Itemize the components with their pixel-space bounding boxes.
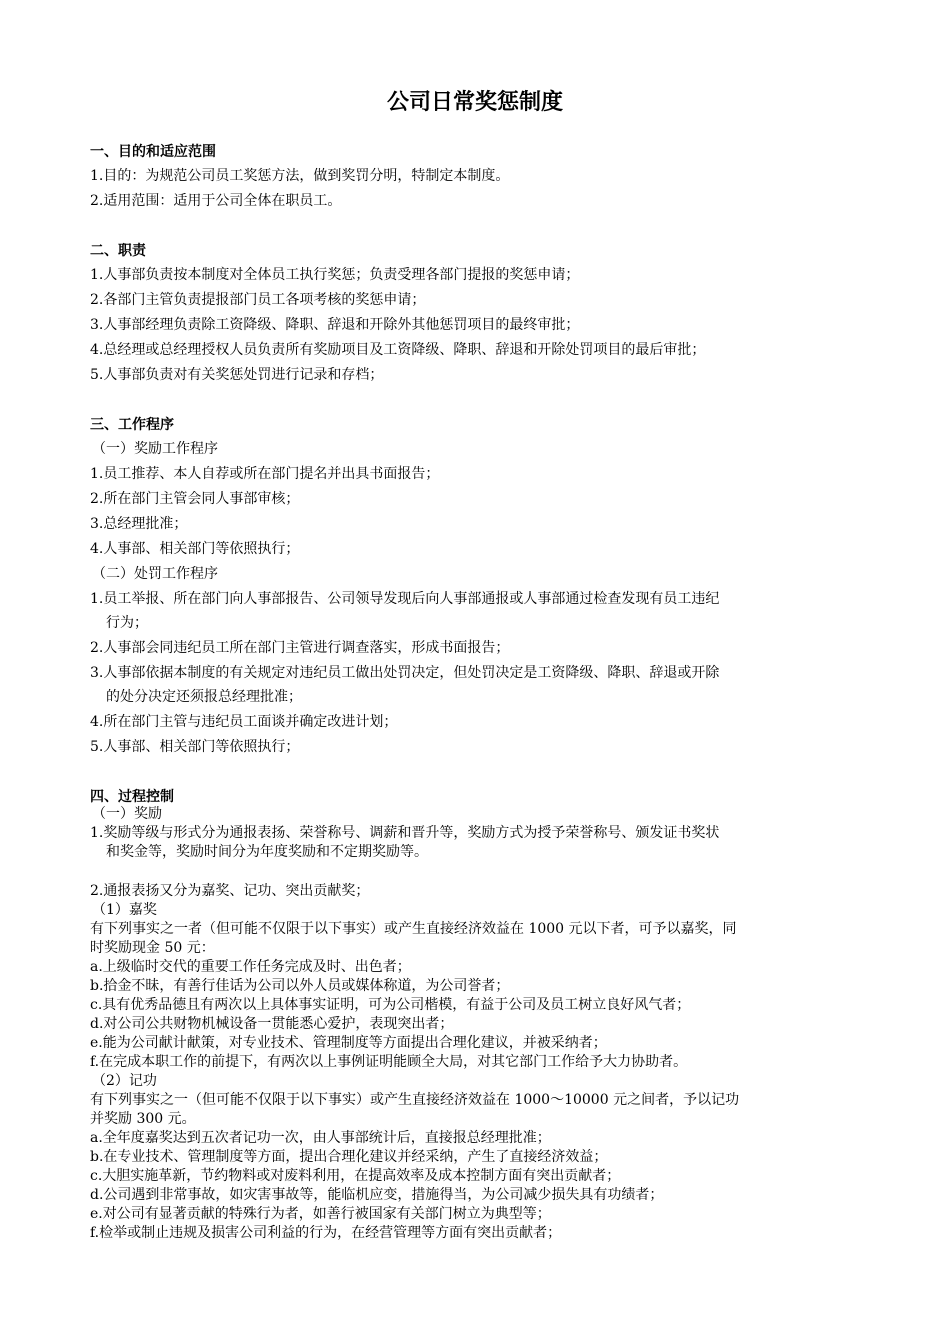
merit-title: （2）记功 xyxy=(92,1073,157,1089)
merit-item-e: e.对公司有显著贡献的特殊行为者，如善行被国家有关部门树立为典型等； xyxy=(90,1206,551,1222)
reward-procedure-item-1: 1.员工推荐、本人自荐或所在部门提名并出具书面报告； xyxy=(90,466,440,482)
commend-item-e: e.能为公司献计献策，对专业技术、管理制度等方面提出合理化建议，并被采纳者； xyxy=(90,1035,607,1051)
merit-item-d: d.公司遇到非常事故，如灾害事故等，能临机应变，措施得当，为公司减少损失具有功绩者； xyxy=(90,1187,664,1203)
punish-procedure-item-3-cont: 的处分决定还须报总经理批准； xyxy=(106,689,302,705)
section-2-item-4: 4.总经理或总经理授权人员负责所有奖励项目及工资降级、降职、辞退和开除处罚项目的最后审批； xyxy=(90,342,706,358)
commend-item-b: b.拾金不昧，有善行佳话为公司以外人员或媒体称道，为公司誉者； xyxy=(90,978,510,994)
commend-item-f: f.在完成本职工作的前提下，有两次以上事例证明能顾全大局，对其它部门工作给予大力协助者。 xyxy=(90,1054,688,1070)
reward-para-1: 1.奖励等级与形式分为通报表扬、荣誉称号、调薪和晋升等，奖励方式为授予荣誉称号、颁发证书奖状 xyxy=(90,825,720,841)
punish-procedure-item-3: 3.人事部依据本制度的有关规定对违纪员工做出处罚决定，但处罚决定是工资降级、降职、辞退或开除 xyxy=(90,665,720,681)
punish-procedure-item-4: 4.所在部门主管与违纪员工面谈并确定改进计划； xyxy=(90,714,398,730)
reward-procedure-item-4: 4.人事部、相关部门等依照执行； xyxy=(90,541,300,557)
commend-item-d: d.对公司公共财物机械设备一贯能悉心爱护，表现突出者； xyxy=(90,1016,454,1032)
reward-title: （一）奖励 xyxy=(92,806,162,822)
section-1-item-2: 2.适用范围：适用于公司全体在职员工。 xyxy=(90,193,342,209)
section-3-heading: 三、工作程序 xyxy=(90,417,174,433)
section-4-heading: 四、过程控制 xyxy=(90,789,174,805)
commend-title: （1）嘉奖 xyxy=(92,902,157,918)
merit-item-c: c.大胆实施革新，节约物料或对废料利用，在提高效率及成本控制方面有突出贡献者； xyxy=(90,1168,621,1184)
merit-item-b: b.在专业技术、管理制度等方面，提出合理化建议并经采纳，产生了直接经济效益； xyxy=(90,1149,608,1165)
reward-para-2: 2.通报表扬又分为嘉奖、记功、突出贡献奖； xyxy=(90,883,370,899)
section-2-item-1: 1.人事部负责按本制度对全体员工执行奖惩；负责受理各部门提报的奖惩申请； xyxy=(90,267,580,283)
document-title: 公司日常奖惩制度 xyxy=(386,90,563,115)
merit-intro: 有下列事实之一（但可能不仅限于以下事实）或产生直接经济效益在 1000～10000 元之间者，予以记功 xyxy=(90,1092,740,1108)
reward-procedure-item-3: 3.总经理批准； xyxy=(90,516,188,532)
reward-procedure-title: （一）奖励工作程序 xyxy=(92,441,218,457)
section-2-item-3: 3.人事部经理负责除工资降级、降职、辞退和开除外其他惩罚项目的最终审批； xyxy=(90,317,580,333)
punish-procedure-item-1-cont: 行为； xyxy=(106,615,148,631)
merit-item-f: f.检举或制止违规及损害公司利益的行为，在经营管理等方面有突出贡献者； xyxy=(90,1225,562,1241)
commend-intro: 有下列事实之一者（但可能不仅限于以下事实）或产生直接经济效益在 1000 元以下者，可予以嘉奖，同 xyxy=(90,921,737,937)
section-2-heading: 二、职责 xyxy=(90,243,146,259)
punish-procedure-item-2: 2.人事部会同违纪员工所在部门主管进行调查落实，形成书面报告； xyxy=(90,640,510,656)
section-2-item-2: 2.各部门主管负责提报部门员工各项考核的奖惩申请； xyxy=(90,292,426,308)
merit-item-a: a.全年度嘉奖达到五次者记功一次，由人事部统计后，直接报总经理批准； xyxy=(90,1130,551,1146)
merit-intro-cont: 并奖励 300 元。 xyxy=(90,1111,196,1127)
commend-item-c: c.具有优秀品德且有两次以上具体事实证明，可为公司楷模，有益于公司及员工树立良好风气者； xyxy=(90,997,691,1013)
reward-procedure-item-2: 2.所在部门主管会同人事部审核； xyxy=(90,491,300,507)
punish-procedure-item-1: 1.员工举报、所在部门向人事部报告、公司领导发现后向人事部通报或人事部通过检查发现有员工违纪 xyxy=(90,591,720,607)
commend-item-a: a.上级临时交代的重要工作任务完成及时、出色者； xyxy=(90,959,411,975)
punish-procedure-title: （二）处罚工作程序 xyxy=(92,566,218,582)
punish-procedure-item-5: 5.人事部、相关部门等依照执行； xyxy=(90,739,300,755)
section-1-item-1: 1.目的：为规范公司员工奖惩方法，做到奖罚分明，特制定本制度。 xyxy=(90,168,510,184)
reward-para-1-cont: 和奖金等，奖励时间分为年度奖励和不定期奖励等。 xyxy=(106,844,428,860)
commend-intro-cont: 时奖励现金 50 元： xyxy=(90,940,215,956)
section-2-item-5: 5.人事部负责对有关奖惩处罚进行记录和存档； xyxy=(90,367,384,383)
section-1-heading: 一、目的和适应范围 xyxy=(90,144,216,160)
